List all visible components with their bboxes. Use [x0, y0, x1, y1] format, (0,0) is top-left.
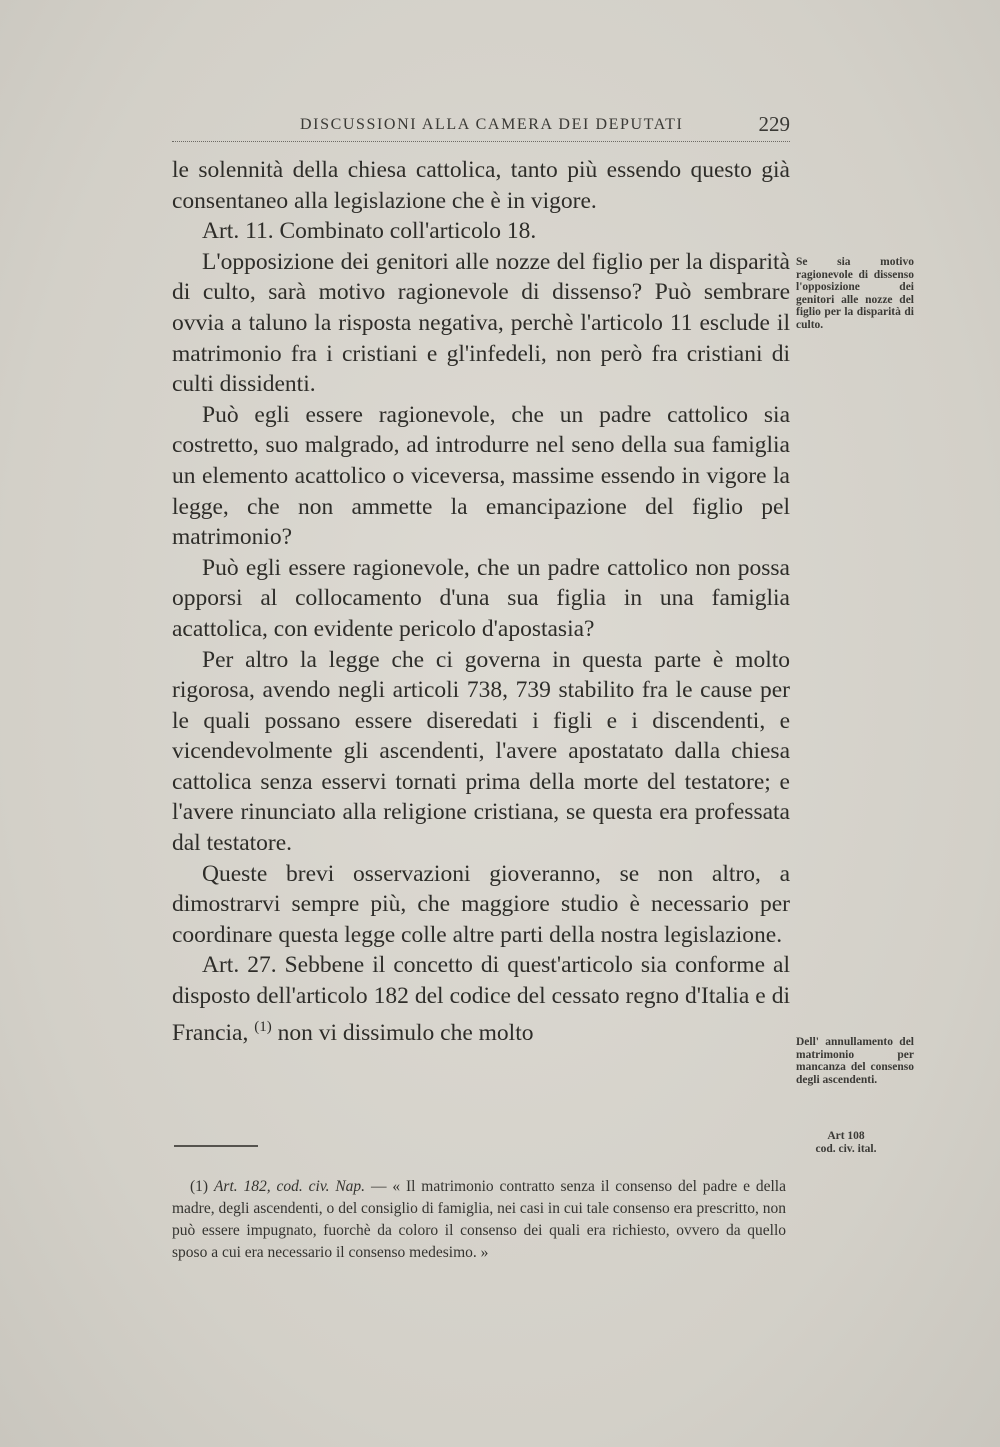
running-head: [172, 112, 790, 142]
citation-line: cod. civ. ital.: [815, 1142, 877, 1155]
footnotes: [172, 1176, 786, 1264]
paragraph: le solennità della chiesa cattolica, tanto più essendo questo già consentaneo alla legislazione che è in vigore.: [172, 157, 790, 214]
art27-text: Art. 27. Sebbene il concetto di quest'articolo sia conforme al disposto dell'articolo 182 del codice del cessato regno d'Italia e di Francia,: [172, 952, 790, 1046]
paragraph: Art. 11. Combinato coll'articolo 18.: [202, 218, 537, 245]
footnote-reference: (1): [254, 1018, 272, 1035]
running-title: DISCUSSIONI ALLA CAMERA DEI DEPUTATI: [300, 116, 684, 133]
main-text: [172, 155, 790, 1048]
page-number: 229: [758, 112, 790, 136]
citation-line: Art 108: [827, 1130, 865, 1142]
paragraph: Per altro la legge che ci governa in questa parte è molto rigorosa, avendo negli articoli 738, 739 stabilito fra le cause per le quali possano essere diseredati i figli e i discendenti, e vicendevolmente gli ascendenti, l'avere apostatato dalla chiesa cattolica senza esservi tornati prima della morte del testatore; e l'avere rinunciato alla religione cristiana, se questa era professata dal testatore.: [172, 646, 790, 857]
margin-note-citation: [796, 1130, 896, 1155]
paragraph: Queste brevi osservazioni gioveranno, se non altro, a dimostrarvi sempre più, che maggiore studio è necessario per coordinare questa legge colle altre parti della nostra legislazione.: [172, 860, 790, 948]
paragraph: Può egli essere ragionevole, che un padre cattolico sia costretto, suo malgrado, ad introdurre nel seno della sua famiglia un elemento acattolico o viceversa, massime essendo in vigore la legge, che non ammette la emancipazione del figlio pel matrimonio?: [172, 401, 790, 551]
footnote-marker: (1): [190, 1178, 209, 1195]
paragraph: L'opposizione dei genitori alle nozze del figlio per la disparità di culto, sarà motivo ragionevole di dissenso? Può sembrare ovvia a taluno la risposta negativa, perchè l'articolo 11 esclude il matrimonio fra i cristiani e gl'infedeli, non però fra cristiani di culti dissidenti.: [172, 248, 790, 398]
margin-note: Se sia motivo ragionevole di dissenso l'opposizione dei genitori alle nozze del figlio per la disparità di culto.: [796, 256, 914, 331]
art27-text-continued: non vi dissimulo che molto: [271, 1019, 534, 1046]
paragraph: Può egli essere ragionevole, che un padre cattolico non possa opporsi al collocamento d'una sua figlia in una famiglia acattolica, con evidente pericolo d'apostasia?: [172, 554, 790, 642]
margin-note: Dell' annullamento del matrimonio per mancanza del consenso degli ascendenti.: [796, 1036, 914, 1086]
paragraph-art27: [172, 950, 790, 1048]
footnote-citation: Art. 182, cod. civ. Nap.: [213, 1178, 366, 1195]
footnote-text: — « Il matrimonio contratto senza il consenso del padre e della madre, degli ascendenti, o del consiglio di famiglia, nei casi in cui tale consenso era prescritto, non può essere impugnato, fuorchè da coloro il consenso dei quali era richiesto, ovvero da quello sposo a cui era necessario il consenso medesimo. »: [172, 1178, 786, 1261]
footnote-rule: [174, 1145, 258, 1147]
header-rule: [172, 141, 790, 142]
footnote: [172, 1176, 786, 1264]
